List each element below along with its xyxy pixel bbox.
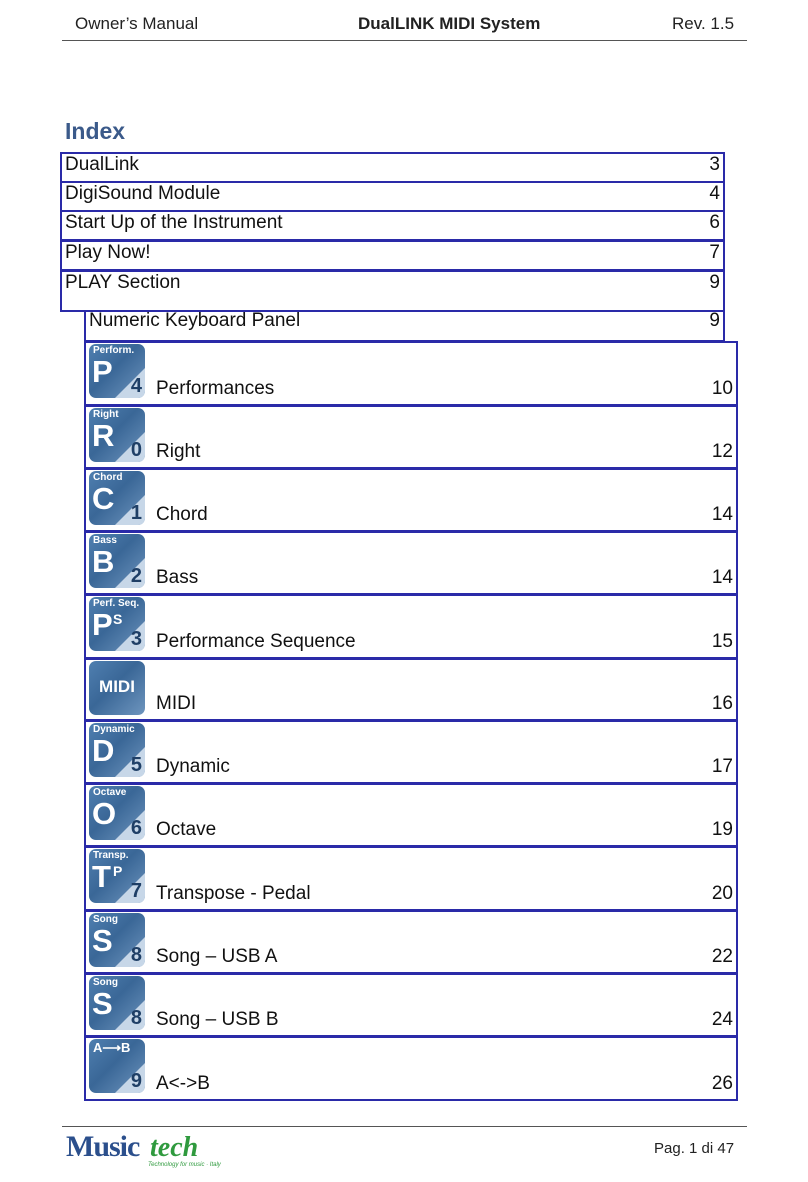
index-title: Index [65,118,126,144]
entry-label: Dynamic [156,756,230,777]
index-entry-play-now[interactable] [60,240,725,271]
entry-page: 20 [711,883,733,904]
entry-label: Play Now! [65,242,151,263]
sub-entry-song-usb-a[interactable] [84,910,738,974]
entry-label: Performances [156,378,275,399]
sub-entry-octave[interactable] [84,783,738,847]
transpose-key-icon: Transp. T P 7 [89,849,145,903]
entry-page: 10 [711,378,733,399]
entry-label: Transpose - Pedal [156,883,311,904]
entry-page: 19 [711,819,733,840]
entry-label: A<->B [156,1073,210,1094]
midi-key-icon: MIDI [89,661,145,715]
entry-label: Octave [156,819,217,840]
entry-page: 16 [711,693,733,714]
sub-entry-transpose-pedal[interactable] [84,846,738,911]
entry-page: 26 [711,1073,733,1094]
sub-entry-a-b[interactable] [84,1036,738,1101]
performance-key-icon: Perform. P 4 [89,344,145,398]
entry-label: DigiSound Module [65,183,221,204]
entry-page: 17 [711,756,733,777]
entry-page: 6 [709,212,720,233]
sub-entry-bass[interactable] [84,531,738,595]
entry-label: Numeric Keyboard Panel [89,310,301,331]
page-number: Pag. 1 di 47 [654,1140,735,1157]
index-entry-duallink[interactable] [60,152,725,183]
entry-page: 3 [709,154,720,175]
entry-page: 24 [711,1009,733,1030]
entry-label: Performance Sequence [156,631,356,652]
song-key-icon: Song S 8 [89,976,145,1030]
entry-label: Bass [156,567,199,588]
header-manual-title: Owner’s Manual [75,14,199,33]
sub-entry-right[interactable] [84,405,738,469]
octave-key-icon: Octave O 6 [89,786,145,840]
header-revision: Rev. 1.5 [672,14,735,33]
sub-entry-performances[interactable] [84,341,738,406]
entry-label: Song – USB B [156,1009,279,1030]
index-entry-numeric-panel[interactable] [84,310,725,342]
a-to-b-key-icon: A⟶B 9 [89,1039,145,1093]
chord-key-icon: Chord C 1 [89,471,145,525]
index-entry-play-section[interactable] [60,270,725,312]
sub-entry-song-usb-b[interactable] [84,973,738,1037]
sub-entry-midi[interactable] [84,658,738,721]
header-product-name: DualLINK MIDI System [358,14,541,33]
index-entry-startup[interactable] [60,210,725,241]
entry-label: Song – USB A [156,946,278,967]
index-entry-digisound[interactable] [60,181,725,212]
bass-key-icon: Bass B 2 [89,534,145,588]
entry-page: 15 [711,631,733,652]
song-key-icon: Song S 8 [89,913,145,967]
performance-sequence-key-icon: Perf. Seq. P S 3 [89,597,145,651]
right-key-icon: Right R 0 [89,408,145,462]
musictech-logo: Music tech Technology for music · Italy [66,1130,221,1168]
entry-page: 14 [711,504,733,525]
entry-label: PLAY Section [65,272,181,293]
entry-page: 9 [709,272,720,293]
entry-page: 22 [711,946,733,967]
entry-label: Right [156,441,201,462]
entry-page: 12 [711,441,733,462]
header-divider [62,40,747,41]
sub-entry-dynamic[interactable] [84,720,738,784]
entry-page: 7 [709,242,720,263]
sub-entry-performance-sequence[interactable] [84,594,738,659]
entry-label: Chord [156,504,208,525]
dynamic-key-icon: Dynamic D 5 [89,723,145,777]
entry-page: 9 [709,310,720,331]
entry-label: DualLink [65,154,139,175]
entry-label: Start Up of the Instrument [65,212,283,233]
footer-divider [62,1126,747,1127]
sub-entry-chord[interactable] [84,468,738,532]
entry-page: 4 [709,183,720,204]
entry-page: 14 [711,567,733,588]
entry-label: MIDI [156,693,197,714]
